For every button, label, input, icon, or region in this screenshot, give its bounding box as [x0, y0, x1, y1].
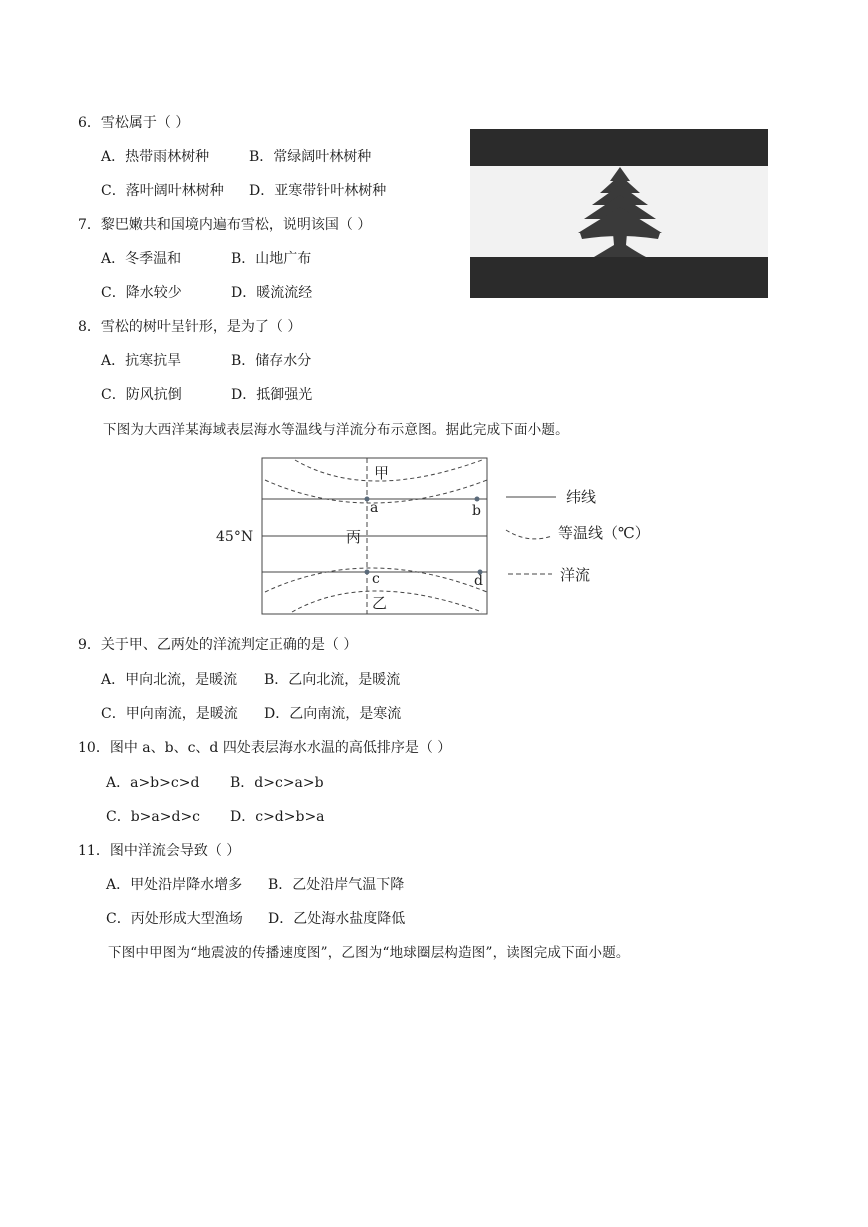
option-b: B．常绿阔叶林树种: [249, 149, 372, 165]
point-c-marker: [365, 570, 370, 575]
question-6-options-row1: [101, 148, 372, 166]
option-a: A．热带雨林树种: [101, 149, 210, 165]
label-d: d: [474, 573, 483, 589]
label-c: c: [372, 571, 380, 587]
option-a: A．甲向北流，是暖流: [101, 672, 238, 688]
question-10-stem: 10．图中 a、b、c、d 四处表层海水水温的高低排序是（ ）: [78, 740, 452, 756]
option-b: B．乙处沿岸气温下降: [268, 877, 405, 893]
question-6-options-row2: [101, 182, 387, 200]
question-9-stem: 9．关于甲、乙两处的洋流判定正确的是（ ）: [78, 637, 358, 653]
flag-bottom-band: [470, 257, 768, 298]
question-7-options-row1: [101, 250, 312, 268]
question-11-options-row2: [106, 910, 406, 928]
point-b-marker: [475, 497, 480, 502]
option-a: A．冬季温和: [101, 251, 182, 267]
option-c: C．甲向南流，是暖流: [101, 706, 238, 722]
option-b: B．乙向北流，是暖流: [264, 672, 401, 688]
option-d: D．c>d>b>a: [230, 809, 325, 825]
question-8-options-row2: [101, 386, 313, 404]
option-c: C．丙处形成大型渔场: [106, 911, 243, 927]
option-c: C．降水较少: [101, 285, 182, 301]
question-8-options-row1: [101, 352, 312, 370]
question-9-options-row1: [101, 671, 401, 689]
option-c: C．防风抗倒: [101, 387, 182, 403]
option-a: A．a>b>c>d: [106, 775, 200, 791]
flag-top-band: [470, 129, 768, 166]
label-bing: 丙: [346, 528, 362, 546]
section-intro-seismic: 下图中甲图为“地震波的传播速度图”，乙图为“地球圈层构造图”，读图完成下面小题。: [108, 945, 630, 961]
latitude-45n-label: 45°N: [216, 529, 254, 545]
question-10-options-row1: [106, 774, 324, 792]
question-11-stem: 11．图中洋流会导致（ ）: [78, 843, 241, 859]
question-6-stem: 6．雪松属于（ ）: [78, 115, 190, 131]
section-intro-ocean: 下图为大西洋某海域表层海水等温线与洋流分布示意图。据此完成下面小题。: [103, 422, 569, 438]
label-jia: 甲: [374, 464, 390, 482]
option-d: D．抵御强光: [231, 387, 313, 403]
label-b: b: [472, 503, 481, 519]
point-a-marker: [365, 497, 370, 502]
option-a: A．甲处沿岸降水增多: [106, 877, 243, 893]
legend-latitude-label: 纬线: [566, 488, 597, 506]
label-yi: 乙: [372, 594, 388, 612]
question-7-stem: 7．黎巴嫩共和国境内遍布雪松，说明该国（ ）: [78, 217, 372, 233]
question-8-stem: 8．雪松的树叶呈针形，是为了（ ）: [78, 319, 302, 335]
legend-isotherm-swatch: [506, 530, 552, 539]
question-11-options-row1: [106, 876, 405, 894]
option-c: C．b>a>d>c: [106, 809, 201, 825]
option-c: C．落叶阔叶林树种: [101, 183, 224, 199]
cedar-flag-image: [470, 129, 768, 298]
option-b: B．储存水分: [231, 353, 312, 369]
legend-isotherm-label: 等温线（℃）: [558, 524, 650, 542]
option-b: B．d>c>a>b: [230, 775, 324, 791]
option-d: D．乙处海水盐度降低: [268, 911, 406, 927]
option-d: D．暖流流经: [231, 285, 313, 301]
option-d: D．乙向南流，是寒流: [264, 706, 402, 722]
question-9-options-row2: [101, 705, 402, 723]
question-10-options-row2: [106, 808, 325, 826]
option-d: D．亚寒带针叶林树种: [249, 183, 387, 199]
ocean-isotherm-diagram: [210, 452, 670, 620]
question-7-options-row2: [101, 284, 313, 302]
legend-current-label: 洋流: [560, 566, 591, 584]
label-a: a: [370, 500, 379, 516]
option-a: A．抗寒抗旱: [101, 353, 182, 369]
option-b: B．山地广布: [231, 251, 312, 267]
